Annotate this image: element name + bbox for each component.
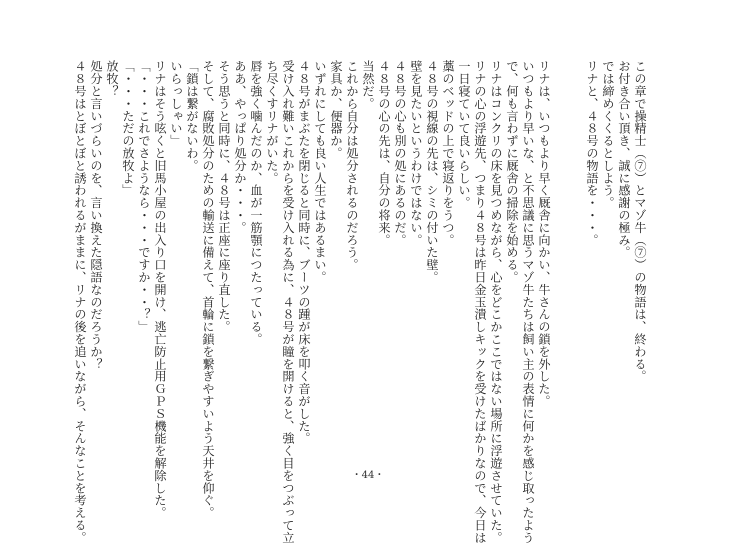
text-line: ち尽くすリナがいた。: [265, 60, 279, 184]
text-line: リナの心の浮遊先、つまり４８号は昨日金玉潰しキックを受けたばかりなので、今日は: [473, 60, 487, 544]
text-line: この章で操精士（⑦）とマゾ牛（⑦）の物語は、終わる。: [633, 60, 647, 383]
text-line: ４８号の視線の先は、シミの付いた壁。: [425, 60, 439, 284]
text-line: リナはそう呟くと旧馬小屋の出入り口を開け、逃亡防止用ＧＰＳ機能を解除した。: [153, 60, 167, 519]
text-line: で、何も言わずに厩舎の掃除を始める。: [505, 60, 519, 284]
text-line: 当然だ。: [361, 60, 375, 110]
blank-line: [568, 60, 584, 452]
text-line: いつもより早いな、と不思議に思うマゾ牛たちは飼い主の表情に何かを感じ取ったよう: [521, 60, 535, 544]
text-line: ４８号はとぼとぼと誘われるがままに、リナの後を追いながら、そんなことを考える。: [73, 60, 87, 544]
text-line: リナは、いつもより早く厩舎に向かい、牛さんの鎖を外した。: [537, 60, 551, 408]
text-line: 受け入れ難いこれからを受け入れる為に、４８号が瞳を開けると、強く目をつぶって立: [281, 60, 295, 544]
text-line: 「・・・これでさようなら・・・ですか・・？」: [137, 60, 151, 333]
text-line: ４８号の心も別の処にあるのだ。: [393, 60, 407, 246]
text-line: 「鎖は繋がないわ。: [185, 60, 199, 172]
text-line: 処分と言いづらいのを、言い換えた隠語なのだろうか？: [89, 60, 103, 370]
text-line: お付き合い頂き、誠に感謝の極み。: [617, 60, 631, 259]
text-line: リナはコンクリの床を見つめながら、心をどこかここではない場所に浮遊させていた。: [489, 60, 503, 544]
text-line: 家具か、便器か。: [329, 60, 343, 160]
text-line: そして、腐敗処分のための輸送に備えて、首輪に鎖を繋ぎやすいよう天井を仰ぐ。: [201, 60, 215, 519]
text-line: そう思うと同時に、４８号は正座に座り直した。: [217, 60, 231, 333]
text-line: リナと、４８号の物語を・・・。: [585, 60, 599, 246]
text-line: 壁を見たいというわけではない。: [409, 60, 423, 246]
text-line: ４８号の心の先は、自分の将来。: [377, 60, 391, 246]
text-line: 放牧？: [105, 60, 119, 98]
text-line: いずれにしても良い人生ではあるまい。: [313, 60, 327, 284]
blank-line: [552, 60, 568, 452]
text-line: 一日寝ていて良いらしい。: [457, 60, 471, 209]
text-line: いらっしゃい」: [169, 60, 183, 147]
page-number: ・44・: [351, 470, 385, 481]
text-line: ４８号がまぶたを閉じると同時に、ブーツの踵が床を叩く音がした。: [297, 60, 311, 445]
text-line: ああ、やっぱり処分か・・・。: [233, 60, 247, 234]
text-line: 藁のベッドの上で寝返りをうつ。: [441, 60, 455, 246]
text-line: 唇を強く噛んだのか、血が一筋顎につたっている。: [249, 60, 263, 346]
text-line: では締めくくるとしよう。: [601, 60, 615, 209]
text-line: これから自分は処分されるのだろう。: [345, 60, 359, 271]
text-line: 「・・・ただの放牧よ」: [121, 60, 135, 197]
